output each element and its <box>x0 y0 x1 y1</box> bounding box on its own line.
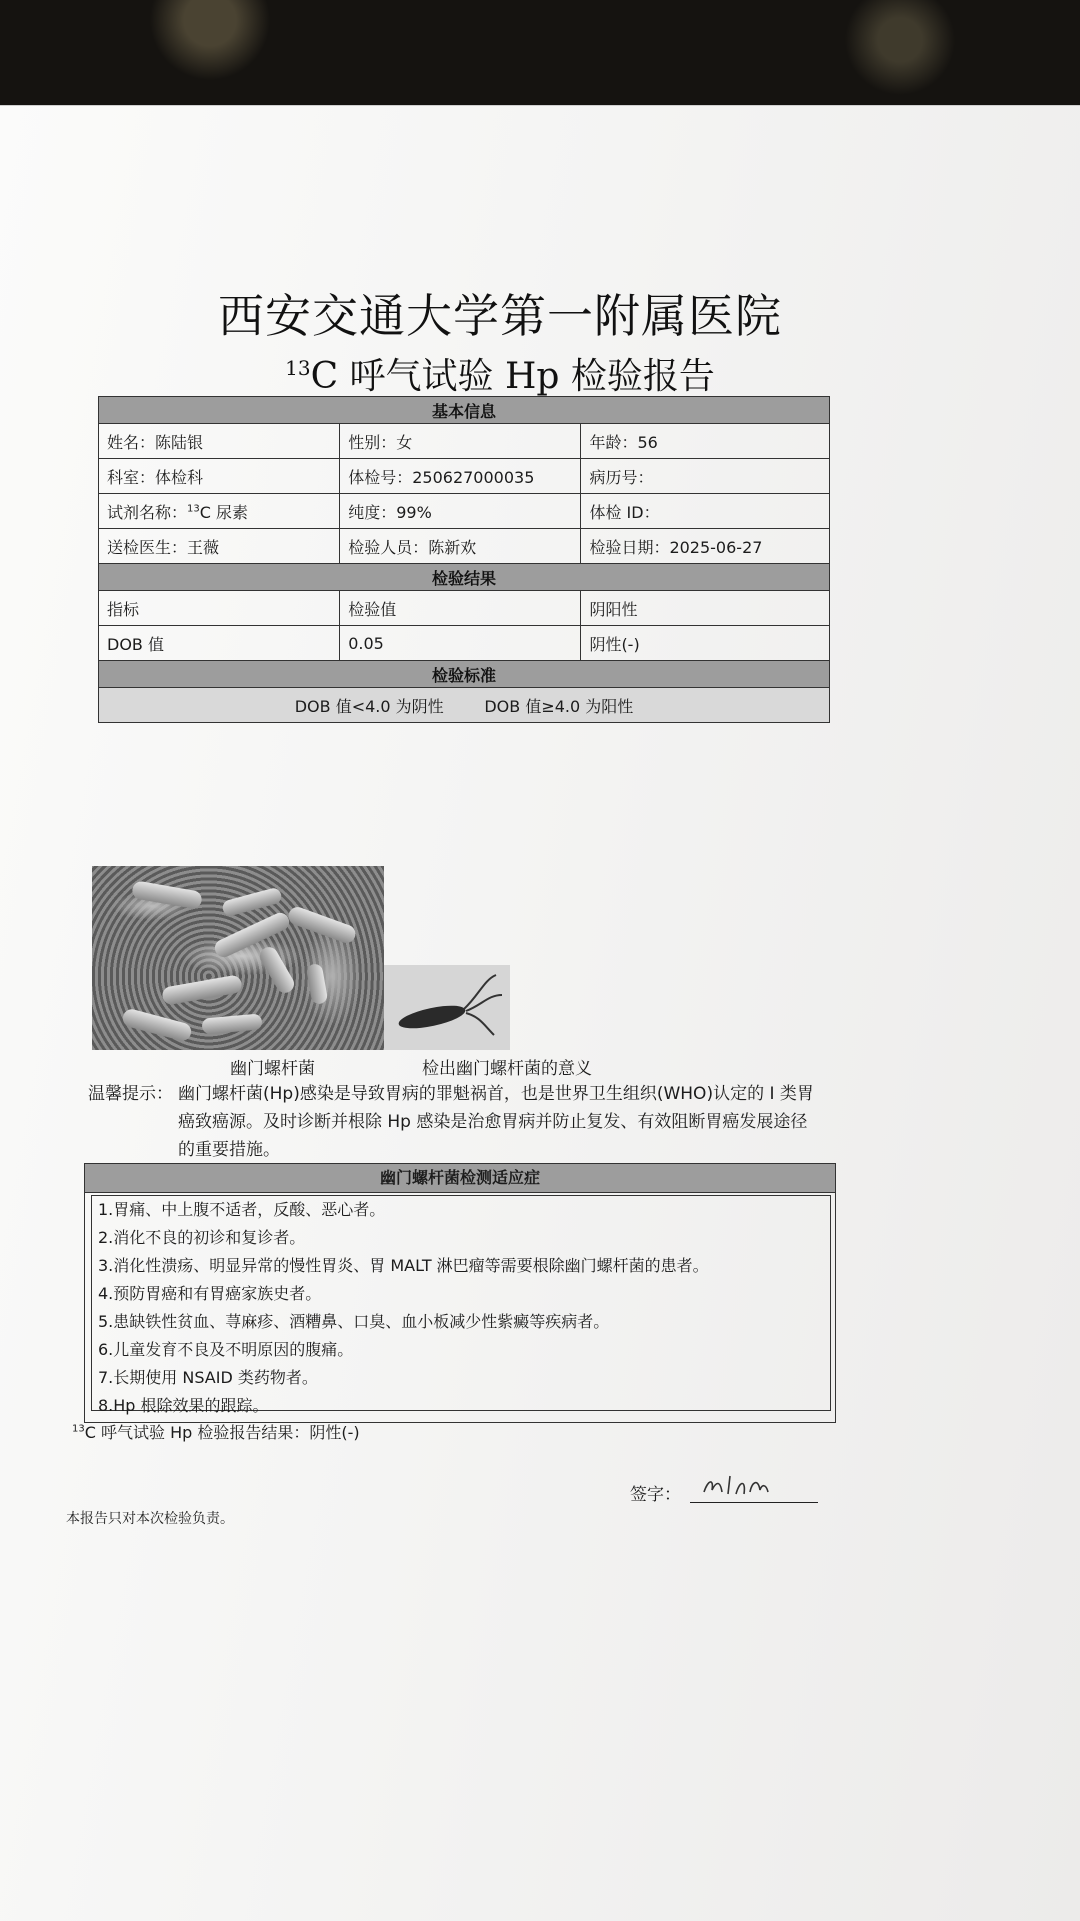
list-item: 3.消化性溃疡、明显异常的慢性胃炎、胃 MALT 淋巴瘤等需要根除幽门螺杆菌的患者。 <box>98 1256 709 1275</box>
referring-doctor: 送检医生：王薇 <box>99 529 340 564</box>
signature-label: 签字： <box>630 1485 681 1505</box>
header-value: 检验值 <box>340 591 581 626</box>
caption-bacteria: 幽门螺杆菌 <box>230 1059 315 1079</box>
tip-label: 温馨提示： <box>88 1084 173 1104</box>
indications-title: 幽门螺杆菌检测适应症 <box>85 1164 835 1193</box>
background-fabric <box>0 0 1080 120</box>
list-item: 5.患缺铁性贫血、荨麻疹、酒糟鼻、口臭、血小板减少性紫癜等疾病者。 <box>98 1312 610 1331</box>
section-standard: 检验标准 <box>99 661 830 688</box>
tip-text: 幽门螺杆菌(Hp)感染是导致胃病的罪魁祸首，也是世界卫生组织(WHO)认定的 I 类胃癌致癌源。及时诊断并根除 Hp 感染是治愈胃病并防止复发、有效阻断胃癌发展途径的重要措施。 <box>178 1084 814 1160</box>
warm-tip <box>88 1080 818 1164</box>
table-row <box>99 626 830 661</box>
section-results: 检验结果 <box>99 564 830 591</box>
bacterium-flagella-image <box>384 965 510 1050</box>
list-item: 2.消化不良的初诊和复诊者。 <box>98 1228 306 1247</box>
reagent-name: 试剂名称：$^{13}$C 尿素 <box>99 494 340 529</box>
result-polarity: 阴性(-) <box>581 626 830 661</box>
exam-number: 体检号：250627000035 <box>340 459 581 494</box>
patient-sex: 性别：女 <box>340 424 581 459</box>
exam-id: 体检 ID： <box>581 494 830 529</box>
patient-age: 年龄：56 <box>581 424 830 459</box>
result-value: 0.05 <box>340 626 581 661</box>
signature-line <box>690 1502 818 1503</box>
table-row <box>99 459 830 494</box>
list-item: 1.胃痛、中上腹不适者，反酸、恶心者。 <box>98 1200 386 1219</box>
indications-box <box>84 1163 836 1423</box>
patient-name: 姓名：陈陆银 <box>99 424 340 459</box>
report-title-main: C 呼气试验 Hp 检验报告 <box>310 356 715 397</box>
header-indicator: 指标 <box>99 591 340 626</box>
standard-text: DOB 值<4.0 为阴性 DOB 值≥4.0 为阳性 <box>99 688 830 723</box>
department: 科室：体检科 <box>99 459 340 494</box>
test-date: 检验日期：2025-06-27 <box>581 529 830 564</box>
purity: 纯度：99% <box>340 494 581 529</box>
footnote: 本报告只对本次检验负责。 <box>66 1511 234 1527</box>
conclusion: $^{13}$C 呼气试验 Hp 检验报告结果：阴性(-) <box>72 1423 360 1442</box>
caption-significance: 检出幽门螺杆菌的意义 <box>422 1059 592 1079</box>
table-row <box>99 494 830 529</box>
report-table <box>98 396 830 723</box>
list-item: 6.儿童发育不良及不明原因的腹痛。 <box>98 1340 354 1359</box>
table-row <box>99 424 830 459</box>
table-row <box>99 529 830 564</box>
record-number: 病历号： <box>581 459 830 494</box>
table-row <box>99 591 830 626</box>
section-basic-info: 基本信息 <box>99 397 830 424</box>
list-item: 7.长期使用 NSAID 类药物者。 <box>98 1368 318 1387</box>
list-item: 8.Hp 根除效果的跟踪。 <box>98 1396 269 1415</box>
handwritten-signature <box>700 1468 790 1502</box>
lab-technician: 检验人员：陈新欢 <box>340 529 581 564</box>
isotope-superscript: 13 <box>285 356 311 380</box>
list-item: 4.预防胃癌和有胃癌家族史者。 <box>98 1284 322 1303</box>
header-polarity: 阴阳性 <box>581 591 830 626</box>
hospital-name: 西安交通大学第一附属医院 <box>218 289 782 343</box>
bacteria-micrograph <box>92 866 384 1050</box>
report-title <box>0 348 1000 399</box>
indications-list <box>91 1195 831 1415</box>
result-indicator: DOB 值 <box>99 626 340 661</box>
